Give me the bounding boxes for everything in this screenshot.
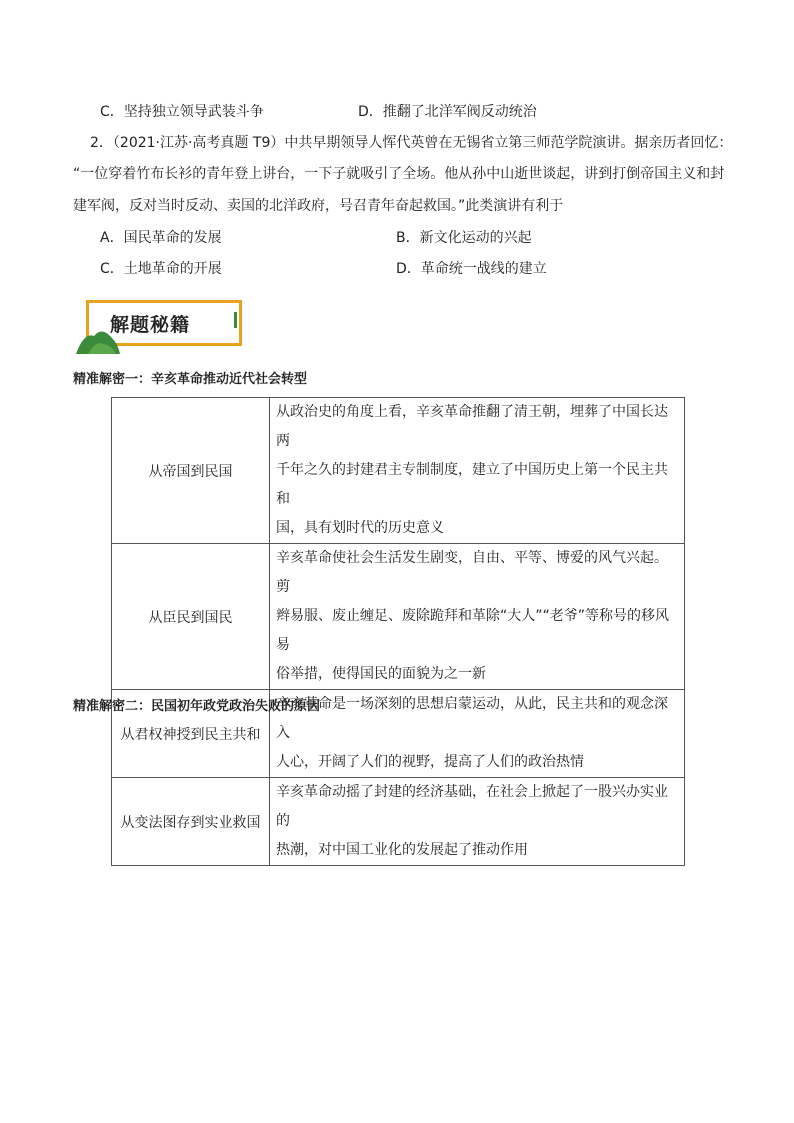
row-content xyxy=(270,544,685,690)
row-heading: 从变法图存到实业救国 xyxy=(112,778,270,866)
banner-title: 解题秘籍 xyxy=(110,314,191,336)
table-row xyxy=(112,544,685,690)
content-line: 俗举措，使得国民的面貌为之一新 xyxy=(276,666,486,682)
q1-option-d: D．推翻了北洋军阀反动统治 xyxy=(358,104,537,120)
section2-title: 精准解密二：民国初年政党政治失败的原因 xyxy=(73,699,321,714)
q2-option-a: A．国民革命的发展 xyxy=(100,230,222,246)
content-line: 热潮，对中国工业化的发展起了推动作用 xyxy=(276,842,528,858)
row-heading: 从君权神授到民主共和 xyxy=(112,690,270,778)
content-line: 辛亥革命动摇了封建的经济基础，在社会上掀起了一股兴办实业的 xyxy=(276,784,668,829)
transformation-table xyxy=(111,397,685,866)
hills-icon xyxy=(76,324,120,354)
row-heading: 从帝国到民国 xyxy=(112,398,270,544)
q1-option-c: C．坚持独立领导武装斗争 xyxy=(100,104,264,120)
q2-option-c: C．土地革命的开展 xyxy=(100,261,222,277)
content-line: 国，具有划时代的历史意义 xyxy=(276,520,444,536)
q2-option-d: D．革命统一战线的建立 xyxy=(396,261,547,277)
content-line: 辛亥革命使社会生活发生剧变，自由、平等、博爱的风气兴起。剪 xyxy=(276,550,668,595)
table-row xyxy=(112,398,685,544)
tips-banner xyxy=(76,300,246,352)
content-line: 人心，开阔了人们的视野，提高了人们的政治热情 xyxy=(276,754,584,770)
table-row xyxy=(112,778,685,866)
banner-accent-mark xyxy=(234,312,237,328)
row-heading: 从臣民到国民 xyxy=(112,544,270,690)
section1-title: 精准解密一：辛亥革命推动近代社会转型 xyxy=(73,372,308,387)
row-content xyxy=(270,690,685,778)
content-line: 辫易服、废止缠足、废除跪拜和革除“大人”“老爷”等称号的移风易 xyxy=(276,608,670,653)
q2-stem-line1: 2．（2021·江苏·高考真题 T9）中共早期领导人恽代英曾在无锡省立第三师范学院演讲。据亲历者回忆： xyxy=(90,135,733,151)
q2-stem-line3: 建军阀，反对当时反动、卖国的北洋政府，号召青年奋起救国。”此类演讲有利于 xyxy=(73,198,564,214)
content-line: 辛亥革命是一场深刻的思想启蒙运动，从此，民主共和的观念深入 xyxy=(276,696,668,741)
q2-option-b: B．新文化运动的兴起 xyxy=(396,230,532,246)
content-line: 千年之久的封建君主专制制度，建立了中国历史上第一个民主共和 xyxy=(276,462,668,507)
row-content xyxy=(270,398,685,544)
content-line: 从政治史的角度上看，辛亥革命推翻了清王朝，埋葬了中国长达两 xyxy=(276,404,668,449)
row-content xyxy=(270,778,685,866)
q2-stem-line2: “一位穿着竹布长衫的青年登上讲台，一下子就吸引了全场。他从孙中山逝世谈起，讲到打倒帝国主义和封 xyxy=(73,166,725,182)
